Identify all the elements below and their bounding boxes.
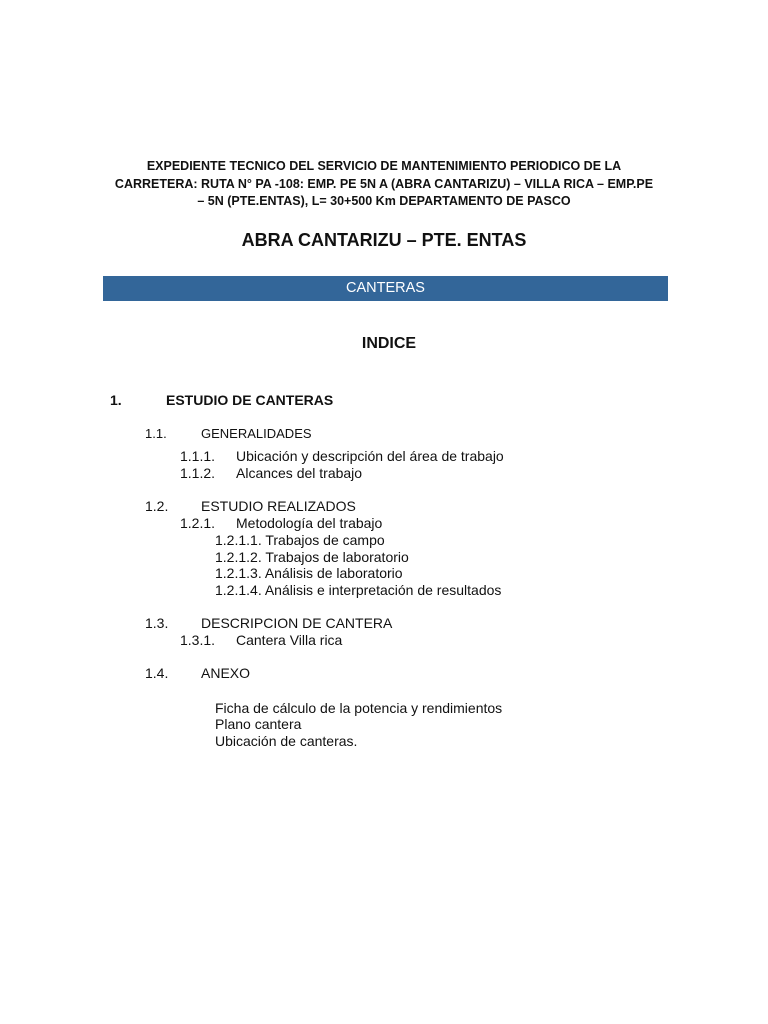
header-line-3: – 5N (PTE.ENTAS), L= 30+500 Km DEPARTAMENTO DE PASCO bbox=[197, 194, 571, 208]
toc-entry-1-2-1-2: 1.2.1.2. Trabajos de laboratorio bbox=[215, 549, 409, 565]
toc-entry-number: 1.3. bbox=[145, 615, 169, 631]
toc-entry-label: Ubicación y descripción del área de trabajo bbox=[236, 448, 504, 464]
toc-entry-number: 1.2.1. bbox=[180, 515, 216, 531]
toc-entry-label: Cantera Villa rica bbox=[236, 632, 343, 648]
index-title: INDICE bbox=[361, 335, 417, 352]
document-subtitle: ABRA CANTARIZU – PTE. ENTAS bbox=[241, 230, 527, 250]
header-line-1: EXPEDIENTE TECNICO DEL SERVICIO DE MANTENIMIENTO PERIODICO DE LA bbox=[146, 159, 622, 173]
toc-entry-label: Metodología del trabajo bbox=[236, 515, 383, 531]
header-line-2: CARRETERA: RUTA N° PA -108: EMP. PE 5N A (ABRA CANTARIZU) – VILLA RICA – EMP.PE bbox=[114, 176, 654, 191]
toc-entry-1-2-1-4: 1.2.1.4. Análisis e interpretación de resultados bbox=[215, 582, 502, 598]
toc-entry-label: ESTUDIO DE CANTERAS bbox=[166, 392, 334, 408]
toc-entry-label: DESCRIPCION DE CANTERA bbox=[201, 615, 393, 631]
document-header bbox=[100, 158, 668, 211]
annex-item: Plano cantera bbox=[215, 716, 302, 732]
toc-entry-number: 1.1.2. bbox=[180, 465, 216, 481]
toc-entry-number: 1. bbox=[110, 392, 122, 408]
toc-entry-1-2-1-1: 1.2.1.1. Trabajos de campo bbox=[215, 532, 385, 548]
toc-entry-label: Alcances del trabajo bbox=[236, 465, 363, 481]
toc-entry-number: 1.1. bbox=[145, 426, 167, 441]
toc-entry-number: 1.1.1. bbox=[180, 448, 216, 464]
annex-item: Ubicación de canteras. bbox=[215, 733, 358, 749]
toc-entry-label: GENERALIDADES bbox=[201, 426, 312, 441]
toc-entry-1-2-1-3: 1.2.1.3. Análisis de laboratorio bbox=[215, 565, 403, 581]
annex-item: Ficha de cálculo de la potencia y rendimientos bbox=[215, 700, 503, 716]
toc-entry-label: ESTUDIO REALIZADOS bbox=[201, 498, 356, 514]
toc-entry-label: ANEXO bbox=[201, 665, 251, 681]
toc-entry-number: 1.2. bbox=[145, 498, 169, 514]
toc-entry-number: 1.3.1. bbox=[180, 632, 216, 648]
toc-entry-number: 1.4. bbox=[145, 665, 169, 681]
section-banner: CANTERAS bbox=[103, 276, 668, 301]
